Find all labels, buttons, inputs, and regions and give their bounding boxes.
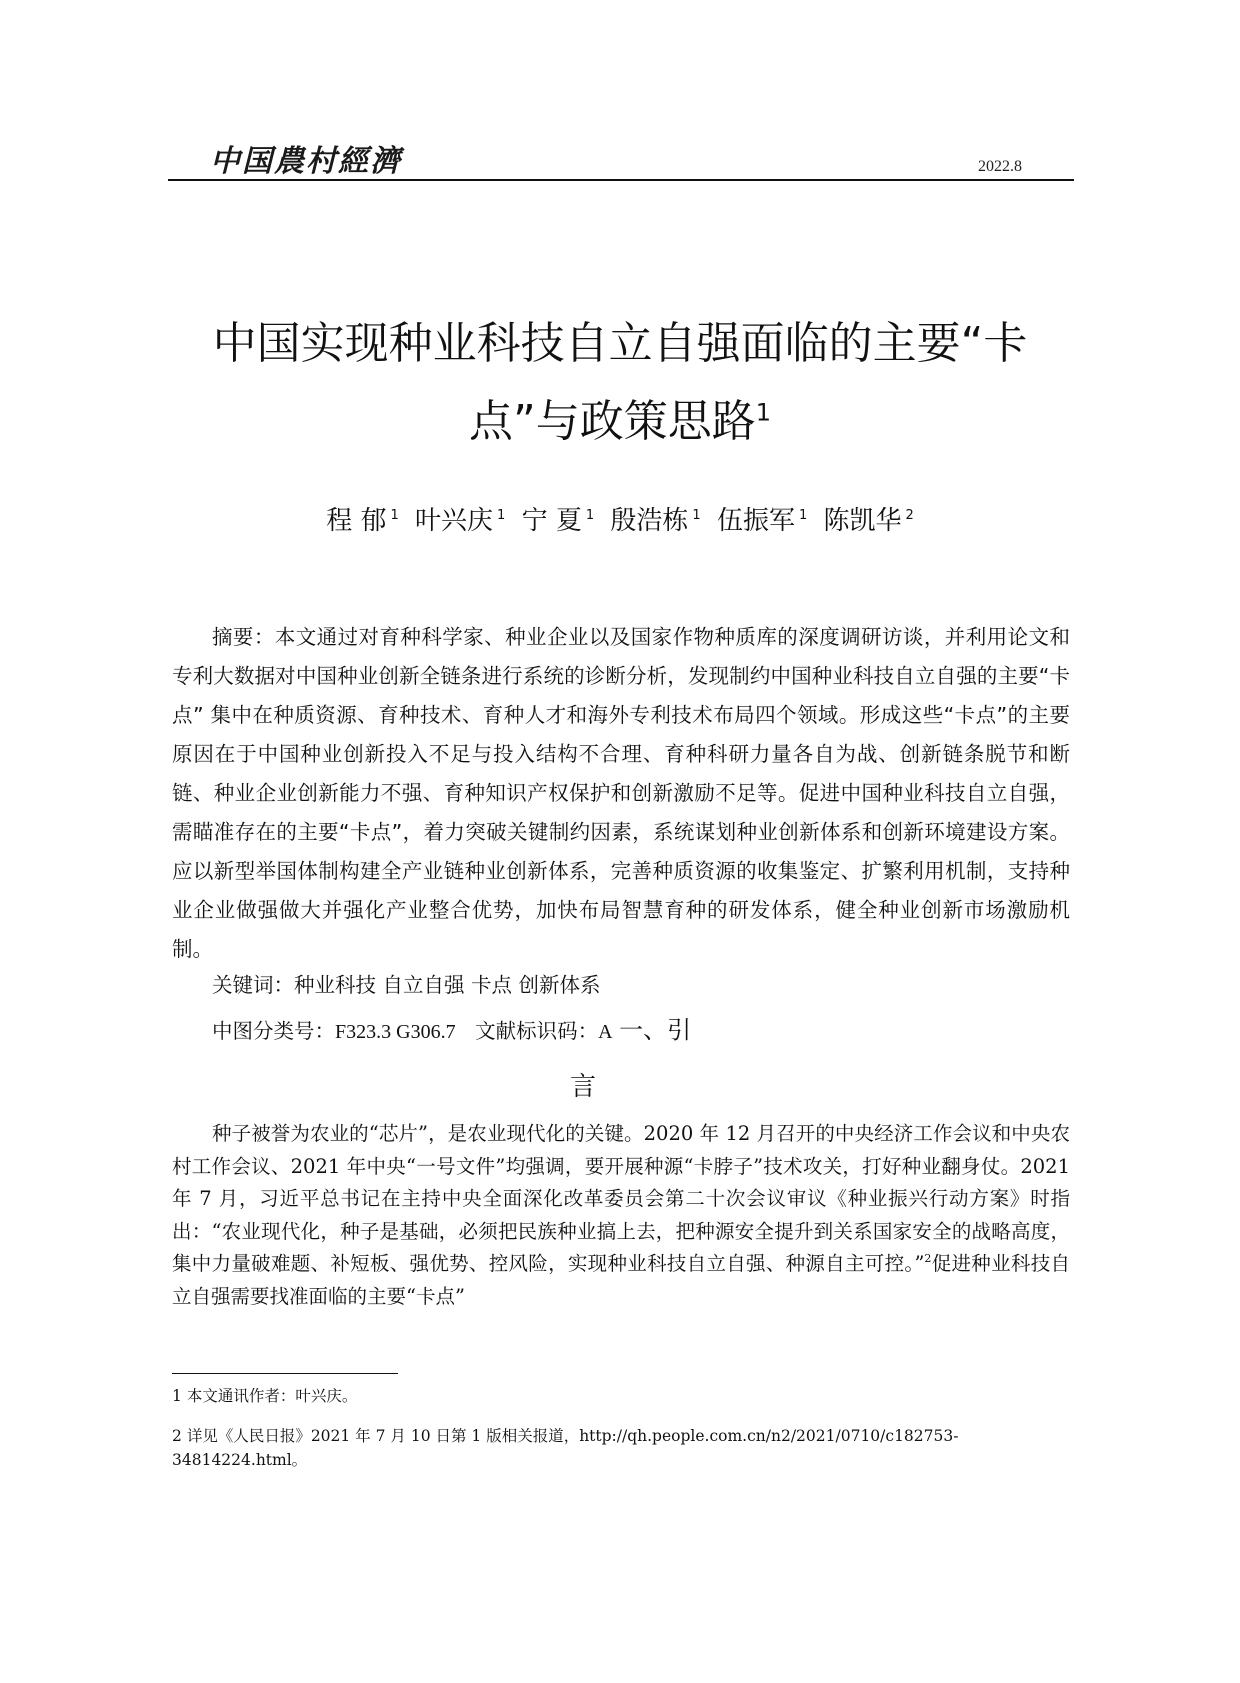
- abstract-label: 摘要：: [212, 625, 275, 649]
- footnote-text: 详见《人民日报》2021 年 7 月 10 日第 1 版相关报道，http://qh.people.com.cn/n2/2021/0710/c182753-34814224.html。: [172, 1427, 959, 1469]
- title-footnote-mark: 1: [755, 398, 772, 427]
- classification-line: [212, 1010, 691, 1045]
- paper-title: [170, 305, 1070, 461]
- issue-number: 2022.8: [978, 158, 1022, 175]
- author: [717, 500, 807, 537]
- section-heading-start: 一、引: [619, 1016, 692, 1044]
- author-list: [170, 500, 1070, 537]
- author: [326, 500, 399, 537]
- author-name: 宁 夏: [521, 506, 582, 536]
- footnote-mark: 1: [172, 1387, 182, 1405]
- reference-mark: 2: [924, 1252, 932, 1265]
- body-text-part1: 种子被誉为农业的“芯片”，是农业现代化的关键。2020 年 12 月召开的中央经济工作会议和中央农村工作会议、2021 年中央“一号文件”均强调，要开展种源“卡脖子”技术攻关，打好种业翻身仗。2021 年 7 月，习近平总书记在主持中央全面深化改革委员会第二十次会议审议《种业振兴行动方案》时指出：“农业现代化，种子是基础，必须把民族种业搞上去，把种源安全提升到关系国家安全的战略高度，集中力量破难题、补短板、强优势、控风险，实现种业科技自立自强、种源自主可控。”: [172, 1122, 1070, 1275]
- footnote-text: 本文通讯作者：叶兴庆。: [186, 1387, 358, 1405]
- author-affil: 1: [390, 508, 399, 523]
- keywords: [212, 968, 601, 998]
- keywords-label: 关键词：: [212, 973, 294, 997]
- keywords-text: 种业科技 自立自强 卡点 创新体系: [294, 973, 601, 997]
- footnote: [172, 1384, 1052, 1408]
- author-affil: 1: [692, 508, 701, 523]
- classification-code: F323.3 G306.7: [335, 1021, 456, 1043]
- author-name: 殷浩栋: [610, 506, 689, 536]
- author: [824, 500, 914, 537]
- author-affil: 1: [585, 508, 595, 523]
- body-text-part2: 促进种业科技自立自强需要找准面临的主要“卡点”: [172, 1252, 1070, 1308]
- author-name: 叶兴庆: [415, 506, 494, 536]
- journal-logo: 中国農村經濟: [210, 144, 402, 179]
- author-affil: 1: [798, 508, 808, 523]
- title-text: 中国实现种业科技自立自强面临的主要“卡点”与政策思路: [212, 318, 1028, 447]
- footnote: [172, 1424, 1052, 1472]
- abstract-text: 本文通过对育种科学家、种业企业以及国家作物种质库的深度调研访谈，并利用论文和专利大数据对中国种业创新全链条进行系统的诊断分析，发现制约中国种业科技自立自强的主要“卡点” 集中在种质资源、育种技术、育种人才和海外专利技术布局四个领域。形成这些“卡点”的主要原因在于中国种业创新投入不足与投入结构不合理、育种科研力量各自为战、创新链条脱节和断链、种业企业创新能力不强、育种知识产权保护和创新激励不足等。促进中国种业科技自立自强，需瞄准存在的主要“卡点”，着力突破关键制约因素，系统谋划种业创新体系和创新环境建设方案。应以新型举国体制构建全产业链种业创新体系，完善种质资源的收集鉴定、扩繁利用机制，支持种业企业做强做大并强化产业整合优势，加快布局智慧育种的研发体系，健全种业创新市场激励机制。: [172, 625, 1070, 961]
- classification-label: 中图分类号：: [212, 1019, 335, 1043]
- author-name: 伍振军: [716, 506, 795, 536]
- footnote-mark: 2: [172, 1427, 182, 1445]
- author-name: 陈凯华: [823, 506, 902, 536]
- author: [522, 500, 595, 537]
- author-name: 程 郁: [326, 506, 387, 536]
- doc-code: A: [598, 1021, 613, 1043]
- section-heading-end: 言: [570, 1072, 597, 1102]
- author: [415, 500, 505, 537]
- header-rule: [168, 179, 1074, 181]
- footnote-rule: [172, 1373, 398, 1374]
- author: [610, 500, 700, 537]
- doc-code-label: 文献标识码：: [475, 1019, 599, 1043]
- author-affil: 1: [497, 508, 506, 523]
- body-paragraph: [172, 1118, 1070, 1313]
- author-affil: 2: [905, 508, 914, 523]
- abstract: [172, 618, 1070, 969]
